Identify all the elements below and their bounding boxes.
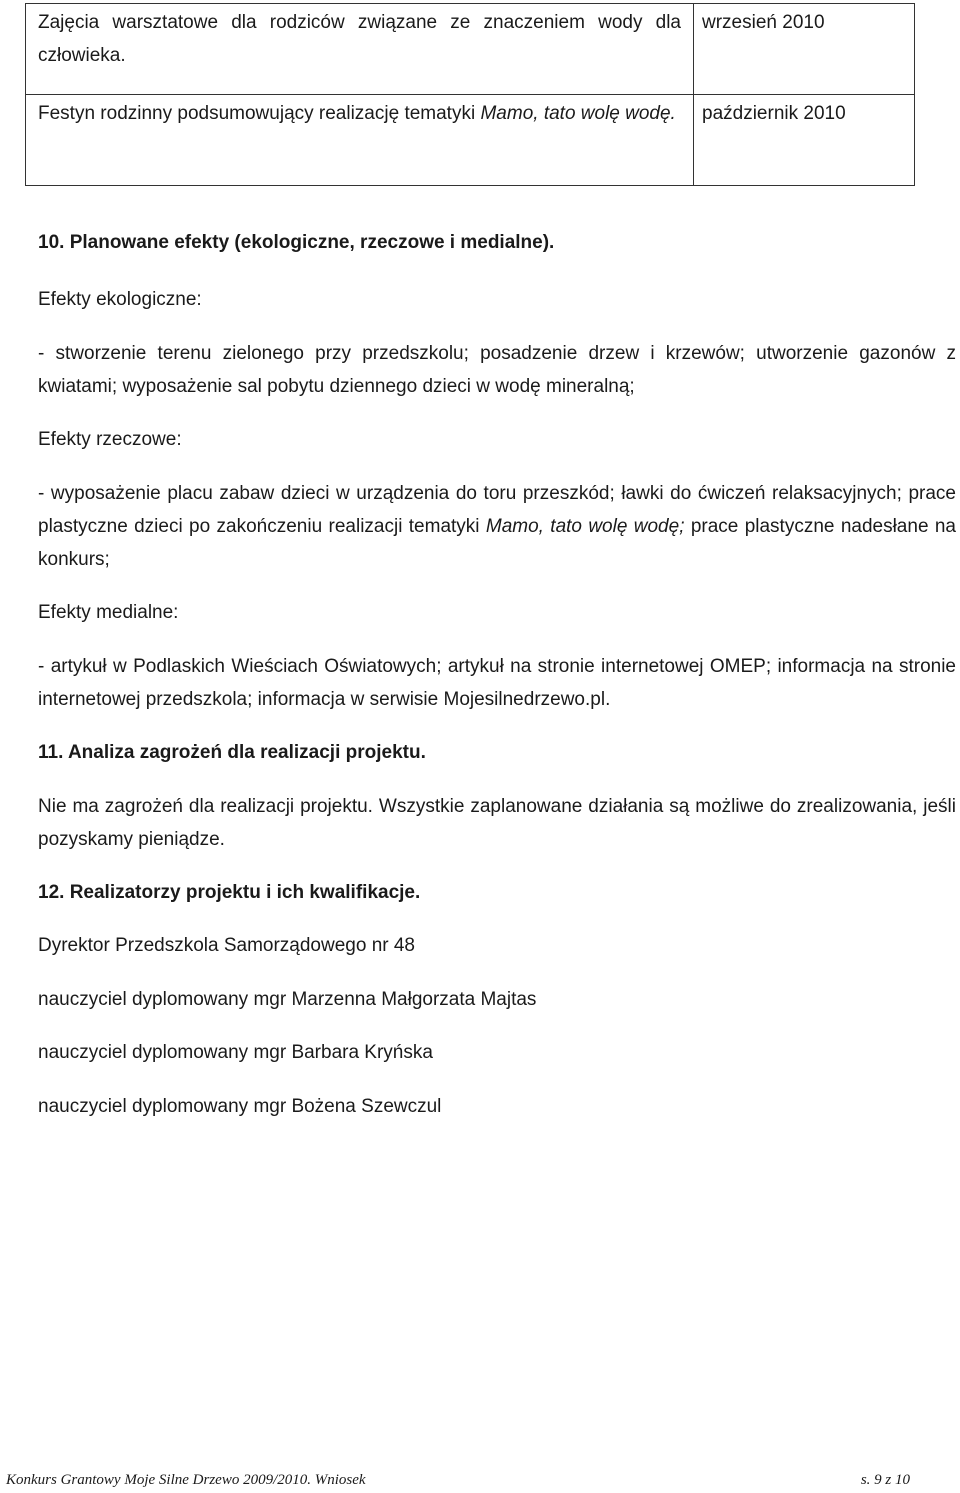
section-10-heading [38,226,956,259]
activity-text: Festyn rodzinny podsumowujący realizację tematyki [38,103,481,124]
activity-cell [26,95,694,186]
eco-effects-label: Efekty ekologiczne: [38,289,202,310]
section-heading: 11. Analiza zagrożeń dla realizacji projektu. [38,742,426,763]
person-item: nauczyciel dyplomowany mgr Barbara Kryńska [38,1042,433,1063]
page-number: s. 9 z 10 [860,1472,910,1488]
material-effects-text [38,477,956,576]
section-12-heading [38,876,956,909]
section-heading: 10. Planowane efekty (ekologiczne, rzeczowe i medialne). [38,232,555,253]
person-item: nauczyciel dyplomowany mgr Marzenna Małgorzata Majtas [38,989,537,1010]
activity-cell: Zajęcia warsztatowe dla rodziców związane ze znaczeniem wody dla człowieka. [26,4,694,95]
material-text-italic: Mamo, tato wolę wodę; [485,516,685,537]
material-text-part: - wyposażenie placu zabaw dzieci w urządzenia do toru przeszkód; ławki do ćwiczeń relaksacyjnych; prace plastyczne dzieci po zakończeniu realizacji tematyki [38,483,956,537]
date-cell: wrzesień 2010 [694,4,915,95]
eco-effects-text: - stworzenie terenu zielonego przy przedszkolu; posadzenie drzew i krzewów; utworzenie gazonów z kwiatami; wyposażenie sal pobytu dziennego dzieci w wodę mineralną; [38,343,956,397]
table-row [26,4,915,95]
material-effects-label: Efekty rzeczowe: [38,429,182,450]
table-row [26,95,915,186]
media-effects-text: - artykuł w Podlaskich Wieściach Oświatowych; artykuł na stronie internetowej OMEP; informacja na stronie internetowej przedszkola; informacja w serwisie Mojesilnedrzewo.pl. [38,656,956,710]
activity-title-italic: Mamo, tato wolę wodę. [480,103,676,124]
schedule-table [25,3,915,186]
section-11-heading [38,736,956,769]
media-effects-label: Efekty medialne: [38,602,179,623]
person-item: Dyrektor Przedszkola Samorządowego nr 48 [38,935,416,956]
page-footer [6,1470,910,1490]
footer-title: Konkurs Grantowy Moje Silne Drzewo 2009/2010. Wniosek [6,1472,366,1488]
material-text-part: prace plastyczne nadesłane na konkurs; [38,516,956,570]
section-heading: 12. Realizatorzy projektu i ich kwalifikacje. [38,882,421,903]
section-11-text: Nie ma zagrożeń dla realizacji projektu. Wszystkie zaplanowane działania są możliwe do zrealizowania, jeśli pozyskamy pieniądze. [38,796,956,850]
person-item: nauczyciel dyplomowany mgr Bożena Szewczul [38,1096,442,1117]
date-cell: październik 2010 [694,95,915,186]
